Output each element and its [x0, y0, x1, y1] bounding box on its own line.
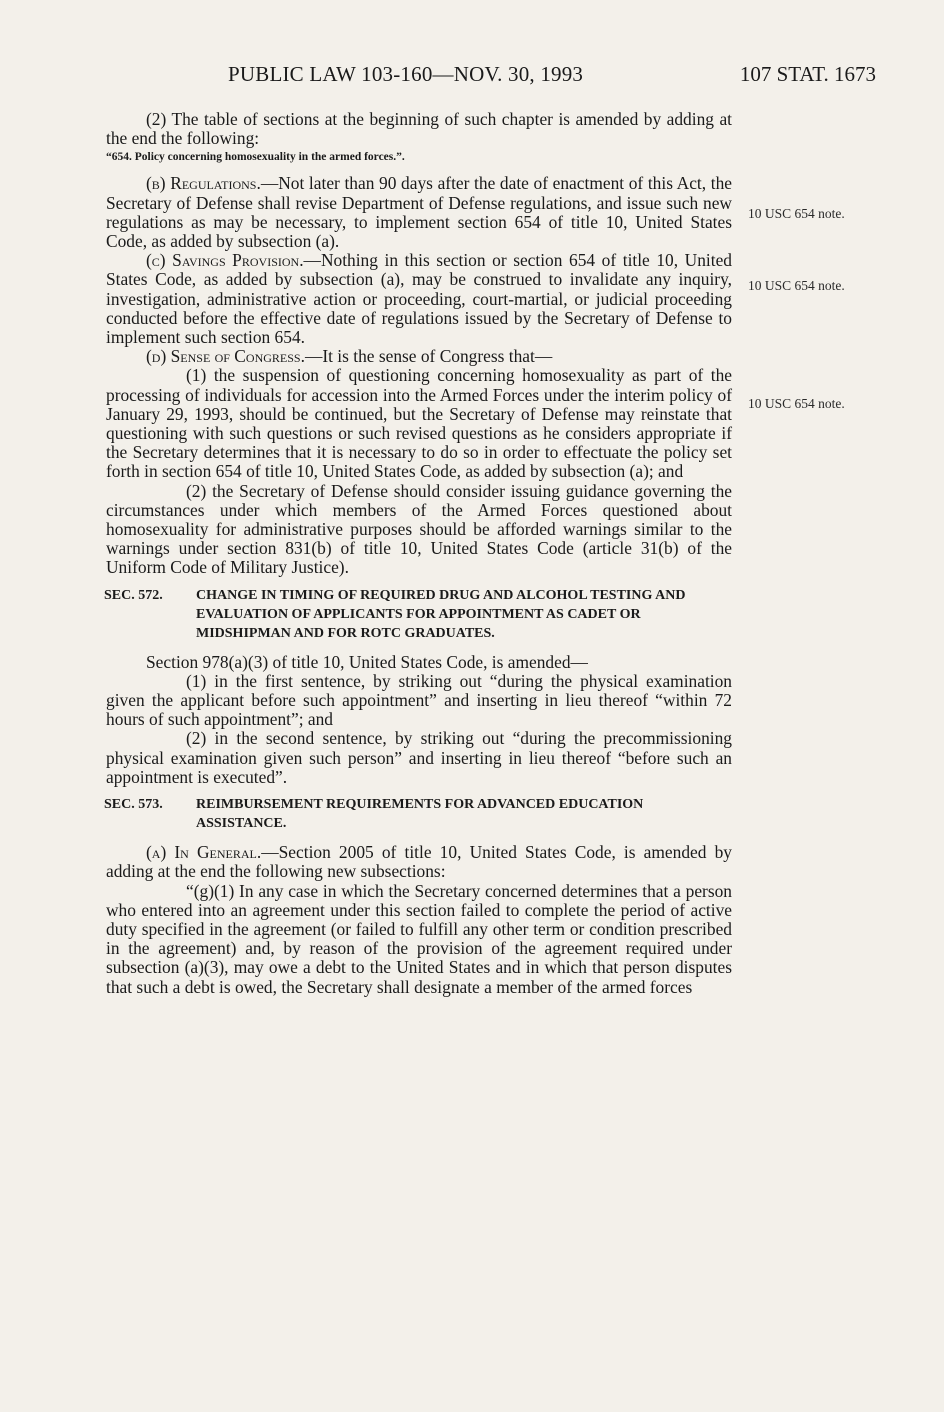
paragraph-sense-of-congress: [106, 347, 732, 366]
section-number: SEC. 572.: [104, 587, 163, 603]
section-heading-572: [106, 586, 732, 643]
paragraph-572-2: (2) in the second sentence, by striking out “during the precommissioning physical examination given such person” and inserting in lieu thereof “before such an appointment is executed”.: [106, 728, 732, 787]
section-table-item: “654. Policy concerning homosexuality in the armed forces.”.: [106, 151, 405, 164]
paragraph-text: —Not later than 90 days after the date of enactment of this Act, the Secretary of Defense shall revise Department of Defense regulations, and issue such new regulations as may be necessary, to implement section 654 of title 10, United States Code, as added by subsection (a).: [106, 173, 732, 252]
section-heading-573: [106, 795, 732, 833]
subsection-heading: (d) Sense of Congress.: [146, 346, 305, 367]
paragraph-text: —Section 2005 of title 10, United States Code, is amended by adding at the end the following new subsections:: [106, 842, 732, 882]
subsection-heading: (c) Savings Provision.: [146, 250, 304, 271]
paragraph-savings-provision: [106, 251, 732, 347]
header-title: PUBLIC LAW 103-160—NOV. 30, 1993: [228, 62, 584, 86]
section-number: SEC. 573.: [104, 797, 163, 813]
margin-note: 10 USC 654 note.: [748, 278, 845, 293]
paragraph-572-1: (1) in the first sentence, by striking out “during the physical examination given the applicant before such appointment” and inserting in lieu thereof “within 72 hours of such appointment”; and: [106, 670, 732, 730]
margin-note: 10 USC 654 note.: [748, 206, 845, 221]
paragraph-g1: “(g)(1) In any case in which the Secretary concerned determines that a person who entered into an agreement under this section failed to complete the period of active duty specified in the agreement (or failed to fulfill any other term or condition prescribed in the agreement) and, by reason of the provision of the agreement required under subsection (a)(3), may owe a debt to the United States and in which that person disputes that such a debt is owed, the Secretary shall designate a member of the armed forces: [106, 880, 732, 997]
paragraph-text: —It is the sense of Congress that—: [304, 346, 553, 367]
subsection-heading: (b) Regulations.: [146, 173, 261, 194]
header-stat-page: 107 STAT. 1673: [739, 62, 876, 86]
paragraph-572-intro: Section 978(a)(3) of title 10, United States Code, is amended—: [146, 651, 588, 672]
section-title: CHANGE IN TIMING OF REQUIRED DRUG AND ALCOHOL TESTING AND EVALUATION OF APPLICANTS FOR APPOINTMENT AS CADET OR MIDSHIPMAN AND FOR ROTC GRADUATES.: [196, 587, 686, 641]
paragraph-d1: (1) the suspension of questioning concerning homosexuality as part of the processing of individuals for accession into the Armed Forces under the interim policy of January 29, 1993, should be continued, but the Secretary of Defense may reinstate that questioning with such questions or such revised questions as he considers appropriate if the Secretary determines that it is necessary to do so in order to effectuate the policy set forth in section 654 of title 10, United States Code, as added by subsection (a); and: [106, 365, 732, 482]
paragraph-in-general: [106, 843, 732, 881]
paragraph-table-amendment: (2) The table of sections at the beginning of such chapter is amended by adding at the end the following:: [106, 109, 732, 149]
section-title: REIMBURSEMENT REQUIREMENTS FOR ADVANCED EDUCATION ASSISTANCE.: [196, 797, 644, 832]
document-body: [106, 110, 732, 997]
margin-note: 10 USC 654 note.: [748, 396, 845, 411]
paragraph-text: —Nothing in this section or section 654 of title 10, United States Code, as added by subsection (a), may be construed to invalidate any inquiry, investigation, administrative action or proceeding, court-martial, or judicial proceeding conducted before the effective date of regulations issued by the Secretary of Defense to implement such section 654.: [106, 250, 732, 348]
subsection-heading: (a) In General.: [146, 842, 262, 863]
paragraph-d2: (2) the Secretary of Defense should consider issuing guidance governing the circumstances under which members of the Armed Forces questioned about homosexuality for administrative purposes should be afforded warnings similar to the warnings under section 831(b) of title 10, United States Code (article 31(b) of the Uniform Code of Military Justice).: [106, 480, 732, 578]
page-header: [0, 62, 944, 92]
paragraph-regulations: [106, 174, 732, 251]
